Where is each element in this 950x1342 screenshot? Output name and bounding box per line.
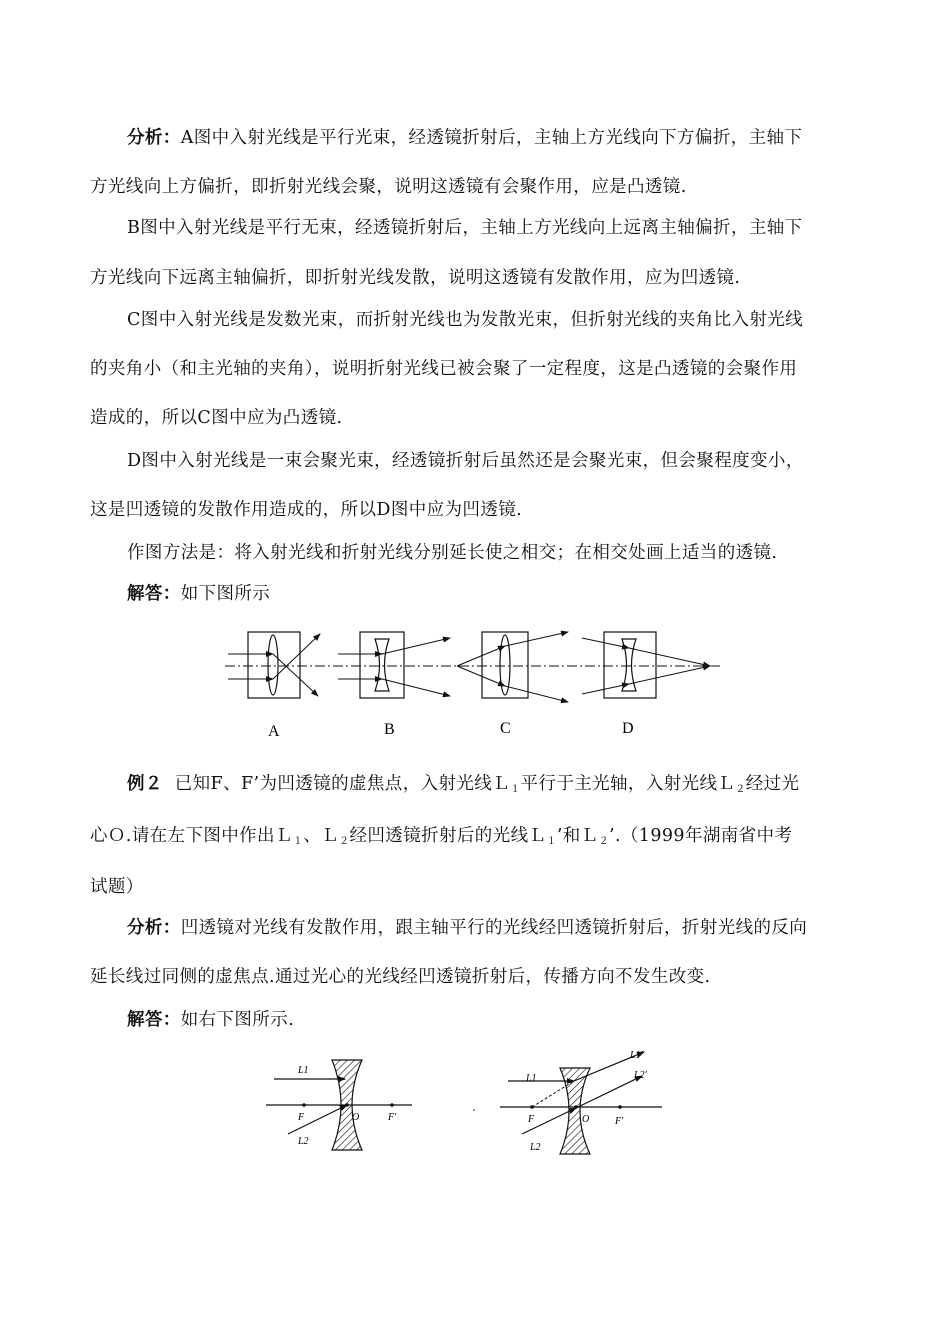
answer-label: 解答： bbox=[127, 584, 181, 604]
example2-text-h: ’.（1999年湖南省中考 bbox=[608, 826, 793, 846]
example2-text-b: 平行于主光轴，入射光线Ｌ bbox=[520, 774, 736, 794]
sub-4: ２ bbox=[339, 836, 350, 847]
para-b-line2: 方光线向下远离主轴偏折，即折射光线发散，说明这透镜有发散作用，应为凹透镜. bbox=[90, 268, 741, 288]
right-concave-diagram bbox=[500, 1050, 662, 1154]
para-d-line2: 这是凹透镜的发散作用造成的，所以D图中应为凹透镜. bbox=[90, 500, 523, 520]
sub-2: ２ bbox=[735, 784, 746, 795]
analysis1-text1: A图中入射光线是平行光束，经透镜折射后，主轴上方光线向下方偏折，主轴下 bbox=[180, 128, 803, 148]
example2-text-g: ’和Ｌ bbox=[556, 826, 599, 846]
diagram-d bbox=[582, 632, 710, 698]
example2-text-a: 已知F、F’为凹透镜的虚焦点，入射光线Ｌ bbox=[174, 774, 511, 794]
right-label-l2: L2 bbox=[530, 1142, 541, 1153]
left-label-o: O bbox=[352, 1112, 360, 1123]
analysis-label: 分析： bbox=[127, 128, 181, 148]
example2-line3: 试题） bbox=[90, 877, 144, 897]
analysis2-text1: 凹透镜对光线有发散作用，跟主轴平行的光线经凹透镜折射后，折射光线的反向 bbox=[180, 918, 808, 938]
example2-text-e: 、Ｌ bbox=[303, 826, 340, 846]
answer-label-2: 解答： bbox=[127, 1010, 181, 1030]
right-label-f: F bbox=[528, 1114, 535, 1125]
sub-1: １ bbox=[510, 784, 521, 795]
answer2-text: 如右下图所示. bbox=[180, 1010, 295, 1030]
sub-3: １ bbox=[292, 836, 304, 847]
left-label-l2: L2 bbox=[298, 1136, 309, 1147]
answer1-text: 如下图所示 bbox=[180, 584, 271, 604]
right-label-o: O bbox=[582, 1114, 590, 1125]
para-b-line1: B图中入射光线是平行无束，经透镜折射后，主轴上方光线向上远离主轴偏折，主轴下 bbox=[127, 218, 803, 238]
left-label-l1: L1 bbox=[298, 1065, 309, 1076]
right-label-l1: L1 bbox=[526, 1073, 537, 1084]
diagram-a bbox=[228, 632, 320, 698]
right-label-l2p: L2' bbox=[634, 1070, 647, 1081]
analysis1-line1 bbox=[127, 124, 862, 152]
sub-6: ２ bbox=[598, 836, 609, 847]
convex-lens-icon bbox=[268, 635, 278, 695]
para-c-line2: 的夹角小（和主光轴的夹角），说明折射光线已被会聚了一定程度，这是凸透镜的会聚作用 bbox=[90, 359, 798, 379]
para-d-line1: D图中入射光线是一束会聚光束，经透镜折射后虽然还是会聚光束，但会聚程度变小， bbox=[127, 451, 804, 471]
left-label-f2: F' bbox=[388, 1112, 397, 1123]
left-label-f: F bbox=[298, 1112, 305, 1123]
method-line: 作图方法是：将入射光线和折射光线分别延长使之相交；在相交处画上适当的透镜. bbox=[127, 543, 778, 563]
label-c: C bbox=[500, 720, 511, 737]
example2-line2 bbox=[90, 822, 862, 856]
analysis1-line2: 方光线向上方偏折，即折射光线会聚，说明这透镜有会聚作用，应是凸透镜. bbox=[90, 177, 687, 197]
label-a: A bbox=[268, 723, 280, 740]
label-d: D bbox=[622, 720, 634, 737]
para-c-line3: 造成的，所以C图中应为凸透镜. bbox=[90, 408, 343, 428]
para-c-line1: C图中入射光线是发数光束，而折射光线也为发散光束，但折射光线的夹角比入射光线 bbox=[127, 310, 804, 330]
analysis2-line1 bbox=[127, 914, 862, 942]
label-b: B bbox=[384, 721, 395, 738]
concave-lens-icon bbox=[375, 639, 389, 691]
diagram-b bbox=[338, 632, 450, 698]
answer1-line bbox=[127, 580, 862, 608]
right-label-l1p: L1' bbox=[630, 1050, 643, 1061]
example2-line1 bbox=[127, 770, 862, 804]
example2-text-d: 心Ｏ.请在左下图中作出Ｌ bbox=[90, 826, 293, 846]
analysis-label-2: 分析： bbox=[127, 918, 181, 938]
left-concave-diagram bbox=[266, 1060, 412, 1150]
lens-figure-abcd bbox=[220, 624, 730, 744]
answer2-line bbox=[127, 1006, 862, 1034]
example-label: 例２ bbox=[127, 774, 163, 794]
right-label-f2: F' bbox=[615, 1116, 624, 1127]
concave-lens-figure bbox=[260, 1048, 670, 1160]
analysis2-line2: 延长线过同侧的虚焦点.通过光心的光线经凹透镜折射后，传播方向不发生改变. bbox=[90, 967, 711, 987]
sub-5: １ bbox=[546, 836, 557, 847]
example2-text-c: 经过光 bbox=[745, 774, 800, 794]
example2-text-f: 经凹透镜折射后的光线Ｌ bbox=[349, 826, 547, 846]
diagram-c bbox=[457, 632, 568, 702]
